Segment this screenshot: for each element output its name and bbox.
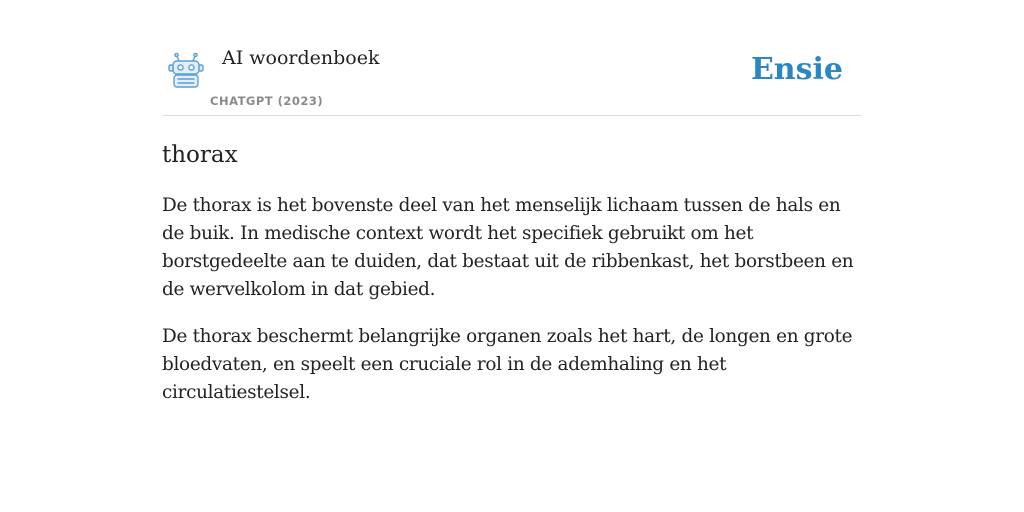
- card-header: [162, 0, 862, 116]
- definition-paragraph: De thorax is het bovenste deel van het menselijk lichaam tussen de hals en de buik. In medische context wordt het specifiek gebruikt om het borstgedeelte aan te duiden, dat bestaat uit de ribbenkast, het borstbeen en de wervelkolom in dat gebied.: [162, 195, 854, 300]
- dictionary-card: [162, 0, 862, 403]
- definition-paragraph: De thorax beschermt belangrijke organen zoals het hart, de longen en grote bloedvaten, en speelt een cruciale rol in de ademhaling en het circulatiestelsel.: [162, 326, 853, 403]
- brand-logo[interactable]: Ensie: [750, 52, 843, 87]
- robot-icon: [166, 52, 206, 90]
- dictionary-title: AI woordenboek: [222, 47, 380, 69]
- entry-term: thorax: [162, 142, 238, 168]
- source-label: CHATGPT (2023): [210, 94, 324, 108]
